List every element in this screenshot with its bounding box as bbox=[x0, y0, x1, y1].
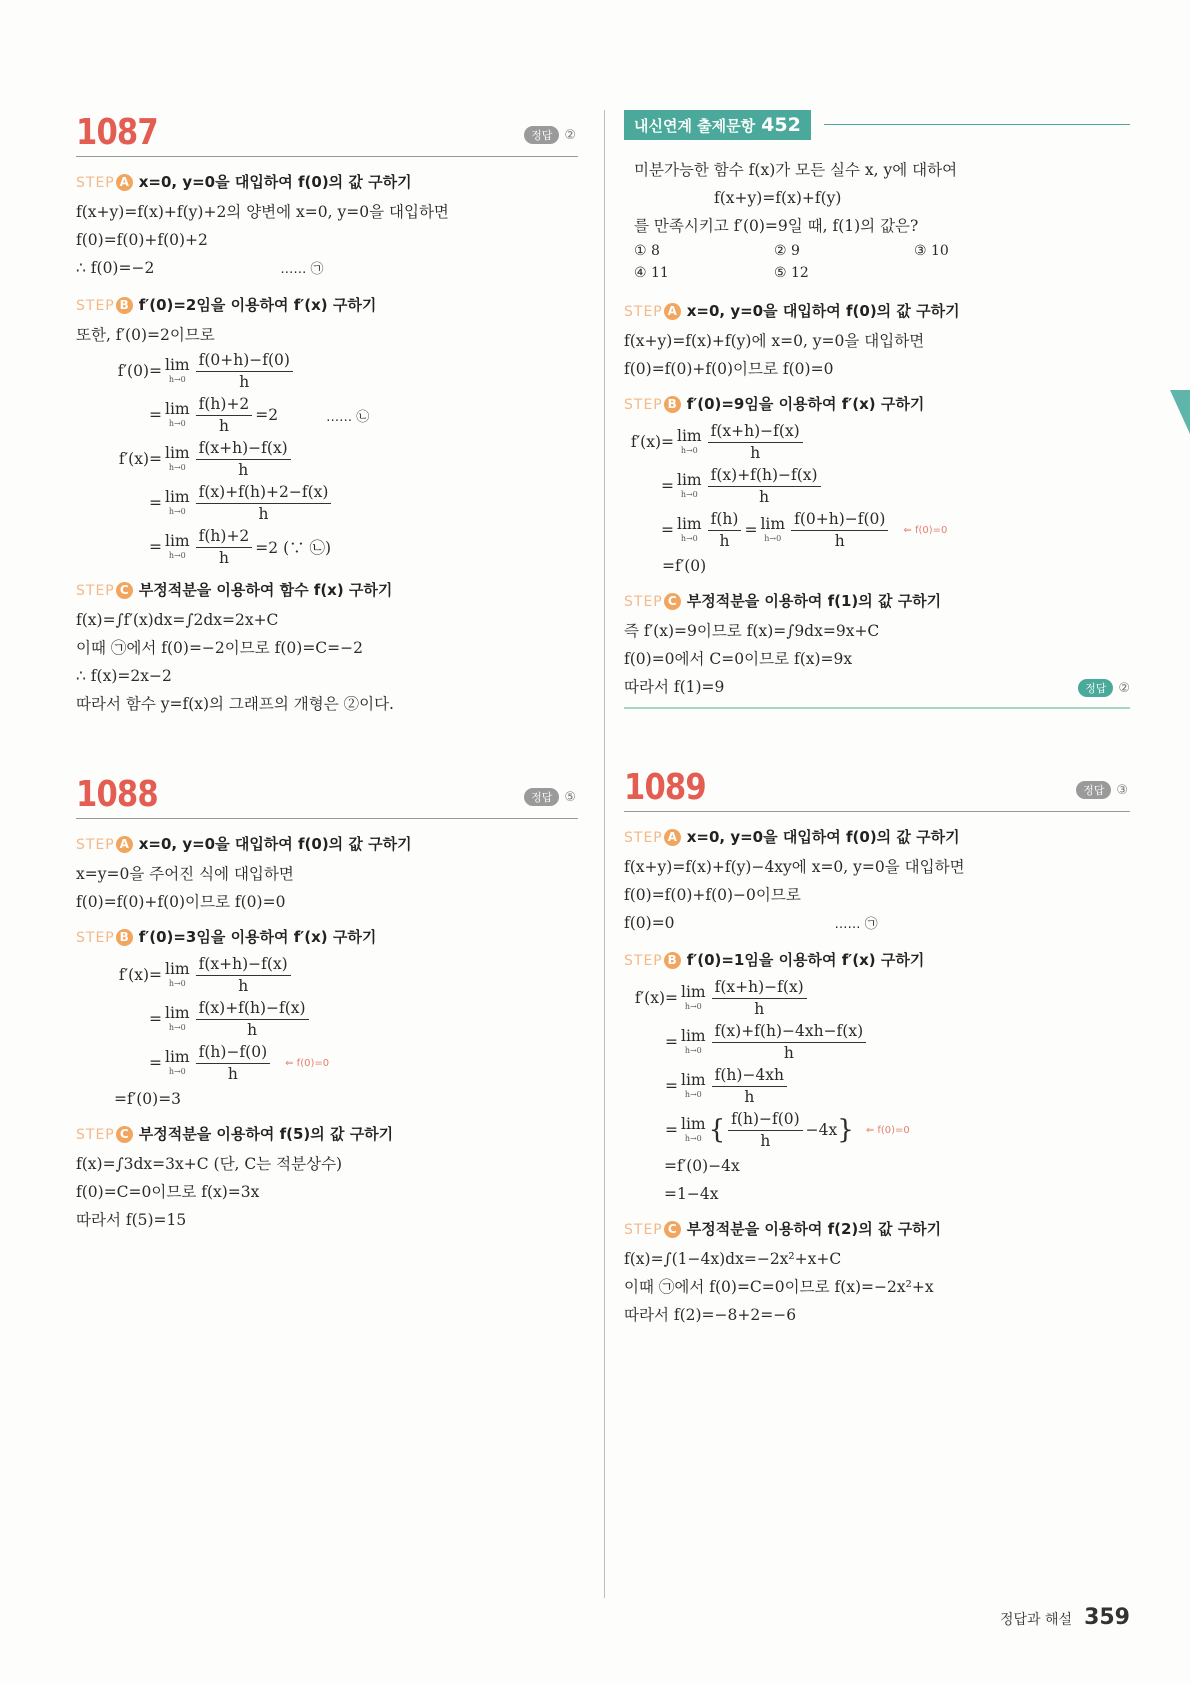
solution-line: f(0)=0에서 C=0이므로 f(x)=9x bbox=[624, 650, 853, 668]
step-c-heading bbox=[624, 590, 1130, 611]
equals-sign: = bbox=[744, 521, 758, 539]
header-rule bbox=[824, 124, 1130, 125]
step-title: 부정적분을 이용하여 f(2)의 값 구하기 bbox=[686, 1220, 942, 1238]
fraction bbox=[708, 466, 821, 506]
step-letter: C bbox=[664, 593, 681, 610]
step-letter: B bbox=[116, 297, 133, 314]
limit-equation bbox=[624, 1020, 1130, 1064]
lim-text: lim bbox=[165, 400, 190, 419]
step-letter: C bbox=[664, 1221, 681, 1238]
answer-value: ② bbox=[1118, 681, 1130, 696]
footer-label: 정답과 해설 bbox=[999, 1612, 1073, 1628]
problem-1087 bbox=[76, 108, 578, 718]
fraction bbox=[196, 527, 253, 567]
lim-subscript: h→0 bbox=[680, 489, 698, 499]
lim-text: lim bbox=[681, 983, 706, 1002]
fraction bbox=[196, 955, 291, 995]
badge-number: 452 bbox=[761, 114, 801, 136]
choice-item: ① 8 bbox=[634, 243, 660, 259]
equation-lhs: f′(0)= bbox=[117, 362, 162, 380]
denominator: h bbox=[744, 1087, 755, 1106]
limit-operator bbox=[165, 358, 190, 384]
numerator: f(0+h)−f(0) bbox=[791, 510, 888, 531]
lim-subscript: h→0 bbox=[168, 1022, 186, 1032]
solution-line: f(x+y)=f(x)+f(y)+2의 양변에 x=0, y=0을 대입하면 bbox=[76, 203, 449, 221]
lim-subscript: h→0 bbox=[168, 550, 186, 560]
step-tag: STEP bbox=[624, 1222, 663, 1238]
equation-text: f(0)=0 bbox=[624, 914, 675, 932]
solution-line: f(0)=C=0이므로 f(x)=3x bbox=[76, 1183, 260, 1201]
problem-header bbox=[624, 763, 1130, 812]
limit-operator bbox=[677, 429, 702, 455]
equation-text: ∴ f(0)=−2 bbox=[76, 259, 155, 277]
limit-operator bbox=[165, 534, 190, 560]
step-tag: STEP bbox=[76, 1127, 115, 1143]
step-title: f′(0)=1임을 이용하여 f′(x) 구하기 bbox=[686, 951, 925, 969]
solution-line: f(0)=f(0)+f(0)이므로 f(0)=0 bbox=[76, 893, 286, 911]
answer-badge: 정답 bbox=[1076, 781, 1111, 799]
denominator: h bbox=[783, 1043, 794, 1062]
step-tag: STEP bbox=[76, 837, 115, 853]
solution-line: 또한, f′(0)=2이므로 bbox=[76, 326, 215, 344]
brace-open: { bbox=[708, 1115, 726, 1145]
solution-line: =1−4x bbox=[664, 1185, 719, 1203]
limit-operator bbox=[681, 1029, 706, 1055]
limit-operator bbox=[681, 985, 706, 1011]
lim-text: lim bbox=[681, 1115, 706, 1134]
limit-equation bbox=[76, 953, 578, 997]
limit-equation bbox=[76, 393, 578, 437]
side-note: ⇐ f(0)=0 bbox=[865, 1124, 910, 1136]
solution-line: f(x)=∫(1−4x)dx=−2x²+x+C bbox=[624, 1250, 842, 1268]
equation-lhs: = bbox=[665, 1077, 678, 1095]
step-letter: B bbox=[664, 952, 681, 969]
lim-subscript: h→0 bbox=[168, 506, 186, 516]
solution-line: 이때 ㉠에서 f(0)=−2이므로 f(0)=C=−2 bbox=[76, 639, 363, 657]
numerator: f(0+h)−f(0) bbox=[196, 351, 293, 372]
step-title: f′(0)=3임을 이용하여 f′(x) 구하기 bbox=[138, 928, 377, 946]
badge-label: 내신연계 출제문항 bbox=[634, 117, 756, 135]
lim-text: lim bbox=[165, 356, 190, 375]
lim-subscript: h→0 bbox=[684, 1001, 702, 1011]
step-tag: STEP bbox=[76, 298, 115, 314]
numerator: f(x)+f(h)−f(x) bbox=[196, 999, 309, 1020]
lim-subscript: h→0 bbox=[680, 445, 698, 455]
step-title: f′(0)=9임을 이용하여 f′(x) 구하기 bbox=[686, 395, 925, 413]
equation-lhs: = bbox=[665, 1033, 678, 1051]
numerator: f(h)−f(0) bbox=[728, 1110, 803, 1131]
step-letter: A bbox=[664, 829, 681, 846]
denominator: h bbox=[239, 372, 250, 391]
answer-value: ⑤ bbox=[564, 790, 576, 805]
numerator: f(h)−f(0) bbox=[196, 1043, 271, 1064]
lim-text: lim bbox=[681, 1071, 706, 1090]
denominator: h bbox=[760, 1131, 771, 1150]
step-tag: STEP bbox=[76, 930, 115, 946]
step-c-heading bbox=[76, 1123, 578, 1144]
fraction bbox=[712, 1066, 787, 1106]
answer-indicator bbox=[524, 788, 576, 806]
limit-operator bbox=[165, 962, 190, 988]
equation-lhs: = bbox=[665, 1121, 678, 1139]
equation-lhs: = bbox=[149, 494, 162, 512]
lim-text: lim bbox=[165, 444, 190, 463]
equation-lhs: = bbox=[149, 1010, 162, 1028]
step-b-heading bbox=[624, 949, 1130, 970]
lim-subscript: h→0 bbox=[684, 1133, 702, 1143]
lim-text: lim bbox=[677, 515, 702, 534]
lim-subscript: h→0 bbox=[168, 462, 186, 472]
limit-operator bbox=[165, 1006, 190, 1032]
step-tag: STEP bbox=[624, 397, 663, 413]
problem-number: 1088 bbox=[76, 774, 158, 815]
lim-subscript: h→0 bbox=[680, 533, 698, 543]
solution-line: f(x+y)=f(x)+f(y)−4xy에 x=0, y=0을 대입하면 bbox=[624, 858, 965, 876]
step-a-heading bbox=[76, 833, 578, 854]
step-title: f′(0)=2임을 이용하여 f′(x) 구하기 bbox=[138, 296, 377, 314]
choice-row bbox=[634, 262, 1130, 284]
problem-header bbox=[76, 108, 578, 157]
limit-operator bbox=[165, 490, 190, 516]
denominator: h bbox=[238, 460, 249, 479]
lim-text: lim bbox=[677, 427, 702, 446]
step-tag: STEP bbox=[624, 953, 663, 969]
step-title: x=0, y=0을 대입하여 f(0)의 값 구하기 bbox=[686, 302, 960, 320]
step-a-heading bbox=[624, 300, 1130, 321]
fraction bbox=[196, 483, 332, 523]
step-tag: STEP bbox=[624, 594, 663, 610]
limit-equation bbox=[76, 1041, 578, 1085]
equation-lhs: f′(x)= bbox=[118, 966, 162, 984]
left-column bbox=[76, 108, 578, 1234]
solution-line: =f′(0)−4x bbox=[664, 1157, 740, 1175]
step-title: x=0, y=0을 대입하여 f(0)의 값 구하기 bbox=[138, 835, 412, 853]
denominator: h bbox=[238, 976, 249, 995]
step-c-heading bbox=[624, 1218, 1130, 1239]
numerator: f(x)+f(h)−4xh−f(x) bbox=[712, 1022, 867, 1043]
fraction bbox=[196, 395, 253, 435]
limit-operator bbox=[681, 1073, 706, 1099]
step-title: x=0, y=0을 대입하여 f(0)의 값 구하기 bbox=[686, 828, 960, 846]
solution-line: =f′(0)=3 bbox=[114, 1090, 182, 1108]
brace-close: } bbox=[837, 1115, 854, 1145]
limit-equation bbox=[624, 1108, 1130, 1152]
lim-subscript: h→0 bbox=[168, 418, 186, 428]
question-line: 미분가능한 함수 f(x)가 모든 실수 x, y에 대하여 bbox=[634, 161, 958, 179]
step-title: x=0, y=0을 대입하여 f(0)의 값 구하기 bbox=[138, 173, 412, 191]
page-footer bbox=[1000, 1605, 1130, 1630]
lim-text: lim bbox=[165, 1004, 190, 1023]
problem-1089 bbox=[624, 763, 1130, 1329]
numerator: f(x+h)−f(x) bbox=[196, 955, 291, 976]
solution-line: f(0)=f(0)+f(0)+2 bbox=[76, 231, 208, 249]
answer-badge: 정답 bbox=[524, 788, 559, 806]
step-letter: B bbox=[116, 929, 133, 946]
solution-line: f(0)=f(0)+f(0)−0이므로 bbox=[624, 886, 801, 904]
limit-equation bbox=[76, 997, 578, 1041]
fraction bbox=[712, 978, 807, 1018]
step-tag: STEP bbox=[624, 304, 663, 320]
lim-text: lim bbox=[165, 960, 190, 979]
solution-line: 따라서 f(1)=9 bbox=[624, 678, 725, 696]
fraction bbox=[708, 510, 742, 550]
answer-value: ③ bbox=[1116, 783, 1128, 798]
numerator: f(h)+2 bbox=[196, 527, 253, 548]
solution-line: f(x+y)=f(x)+f(y)에 x=0, y=0을 대입하면 bbox=[624, 332, 925, 350]
step-b-heading bbox=[76, 926, 578, 947]
denominator: h bbox=[750, 443, 761, 462]
choice-item: ④ 11 bbox=[634, 265, 669, 281]
answer-badge: 정답 bbox=[524, 126, 559, 144]
problem-number: 1089 bbox=[624, 767, 706, 808]
step-letter: C bbox=[116, 1126, 133, 1143]
fraction bbox=[196, 439, 291, 479]
step-letter: C bbox=[116, 582, 133, 599]
step-c-heading bbox=[76, 579, 578, 600]
problem-1088 bbox=[76, 770, 578, 1234]
fraction bbox=[196, 1043, 271, 1083]
limit-operator bbox=[165, 1050, 190, 1076]
limit-operator bbox=[760, 517, 785, 543]
solution-line: x=y=0을 주어진 식에 대입하면 bbox=[76, 865, 294, 883]
choice-item: ③ 10 bbox=[914, 243, 949, 259]
solution-line bbox=[76, 254, 578, 284]
step-tag: STEP bbox=[76, 583, 115, 599]
step-b-heading bbox=[76, 294, 578, 315]
fraction bbox=[712, 1022, 867, 1062]
denominator: h bbox=[227, 1064, 238, 1083]
solution-line: f(x)=∫3dx=3x+C (단, C는 적분상수) bbox=[76, 1155, 343, 1173]
equation-lhs: = bbox=[149, 1054, 162, 1072]
denominator: h bbox=[258, 504, 269, 523]
lim-text: lim bbox=[760, 515, 786, 534]
answer-indicator bbox=[1076, 781, 1128, 799]
solution-line: ∴ f(x)=2x−2 bbox=[76, 667, 172, 685]
solution-line: f(x)=∫f′(x)dx=∫2dx=2x+C bbox=[76, 611, 279, 629]
answer-badge: 정답 bbox=[1078, 679, 1113, 697]
limit-equation bbox=[624, 976, 1130, 1020]
question-equation: f(x+y)=f(x)+f(y) bbox=[714, 189, 842, 207]
limit-equation bbox=[76, 349, 578, 393]
answer-indicator bbox=[524, 126, 576, 144]
step-letter: B bbox=[664, 396, 681, 413]
page-number: 359 bbox=[1084, 1605, 1130, 1630]
solution-line: 이때 ㉠에서 f(0)=C=0이므로 f(x)=−2x²+x bbox=[624, 1278, 934, 1296]
equation-lhs: f′(x)= bbox=[118, 450, 162, 468]
step-title: 부정적분을 이용하여 함수 f(x) 구하기 bbox=[138, 581, 393, 599]
limit-equation bbox=[624, 508, 1130, 552]
lim-text: lim bbox=[677, 471, 702, 490]
solution-line: 따라서 f(2)=−8+2=−6 bbox=[624, 1306, 797, 1324]
solution-line: 따라서 함수 y=f(x)의 그래프의 개형은 ②이다. bbox=[76, 695, 394, 713]
limit-operator bbox=[677, 517, 702, 543]
step-b-heading bbox=[624, 393, 1130, 414]
equation-mark: …… ㉡ bbox=[326, 409, 370, 425]
lim-subscript: h→0 bbox=[684, 1089, 702, 1099]
equation-lhs: = bbox=[149, 538, 162, 556]
denominator: h bbox=[218, 548, 229, 567]
lim-subscript: h→0 bbox=[764, 533, 782, 543]
numerator: f(x)+f(h)+2−f(x) bbox=[196, 483, 332, 504]
fraction bbox=[791, 510, 888, 550]
solution-line: 따라서 f(5)=15 bbox=[76, 1211, 187, 1229]
column-divider bbox=[604, 110, 605, 1598]
limit-equation bbox=[76, 437, 578, 481]
answer-value: ② bbox=[564, 128, 576, 143]
denominator: h bbox=[834, 531, 845, 550]
side-note: ⇐ f(0)=0 bbox=[903, 524, 948, 536]
step-tag: STEP bbox=[624, 830, 663, 846]
equation-lhs: = bbox=[661, 477, 674, 495]
solution-line bbox=[624, 909, 1130, 939]
solution-line: 즉 f′(x)=9이므로 f(x)=∫9dx=9x+C bbox=[624, 622, 880, 640]
denominator: h bbox=[759, 487, 770, 506]
equation-lhs: = bbox=[149, 406, 162, 424]
solution-line: =f′(0) bbox=[662, 557, 707, 575]
choice-item: ② 9 bbox=[774, 243, 800, 259]
step-letter: A bbox=[116, 174, 133, 191]
lim-text: lim bbox=[165, 488, 190, 507]
step-a-heading bbox=[76, 171, 578, 192]
step-title: 부정적분을 이용하여 f(1)의 값 구하기 bbox=[686, 592, 942, 610]
limit-equation bbox=[76, 525, 578, 569]
linked-problem-badge bbox=[624, 110, 811, 140]
fraction bbox=[196, 351, 293, 391]
fraction bbox=[708, 422, 803, 462]
lim-subscript: h→0 bbox=[684, 1045, 702, 1055]
limit-operator bbox=[165, 446, 190, 472]
numerator: f(x)+f(h)−f(x) bbox=[708, 466, 821, 487]
limit-equation bbox=[624, 1064, 1130, 1108]
limit-equation bbox=[624, 464, 1130, 508]
linked-problem-header bbox=[624, 108, 1130, 142]
equation-rhs: =2 bbox=[255, 406, 279, 424]
limit-equation bbox=[76, 481, 578, 525]
solution-line: f(0)=f(0)+f(0)이므로 f(0)=0 bbox=[624, 360, 834, 378]
linked-problem-452 bbox=[624, 108, 1130, 709]
side-tab-marker bbox=[1170, 390, 1190, 434]
lim-subscript: h→0 bbox=[168, 1066, 186, 1076]
denominator: h bbox=[754, 999, 765, 1018]
step-tag: STEP bbox=[76, 175, 115, 191]
numerator: f(x+h)−f(x) bbox=[196, 439, 291, 460]
step-letter: A bbox=[116, 836, 133, 853]
equation-mark: …… ㉠ bbox=[834, 917, 878, 932]
numerator: f(x+h)−f(x) bbox=[708, 422, 803, 443]
step-letter: A bbox=[664, 303, 681, 320]
numerator: f(h) bbox=[708, 510, 742, 531]
lim-subscript: h→0 bbox=[168, 374, 186, 384]
right-column bbox=[624, 108, 1130, 1329]
step-title: 부정적분을 이용하여 f(5)의 값 구하기 bbox=[138, 1125, 394, 1143]
denominator: h bbox=[218, 416, 229, 435]
lim-subscript: h→0 bbox=[168, 978, 186, 988]
equation-rhs: =2 (∵ ㉡) bbox=[255, 539, 332, 557]
numerator: f(h)+2 bbox=[196, 395, 253, 416]
equation-lhs: f′(x)= bbox=[630, 433, 674, 451]
step-a-heading bbox=[624, 826, 1130, 847]
equation-lhs: = bbox=[661, 521, 674, 539]
lim-text: lim bbox=[681, 1027, 706, 1046]
problem-header bbox=[76, 770, 578, 819]
fraction bbox=[728, 1110, 803, 1150]
equation-mark: …… ㉠ bbox=[280, 262, 324, 277]
choice-item: ⑤ 12 bbox=[774, 265, 809, 281]
equation-lhs: f′(x)= bbox=[634, 989, 678, 1007]
question-box bbox=[624, 156, 1130, 284]
choice-row bbox=[634, 240, 1130, 262]
limit-equation bbox=[624, 420, 1130, 464]
fraction bbox=[196, 999, 309, 1039]
numerator: f(x+h)−f(x) bbox=[712, 978, 807, 999]
limit-operator bbox=[165, 402, 190, 428]
side-note: ⇐ f(0)=0 bbox=[285, 1057, 330, 1069]
numerator: f(h)−4xh bbox=[712, 1066, 787, 1087]
limit-operator bbox=[681, 1117, 706, 1143]
question-line: 를 만족시키고 f′(0)=9일 때, f(1)의 값은? bbox=[634, 217, 919, 235]
denominator: h bbox=[719, 531, 730, 550]
lim-text: lim bbox=[165, 1048, 190, 1067]
denominator: h bbox=[247, 1020, 258, 1039]
limit-operator bbox=[677, 473, 702, 499]
problem-number: 1087 bbox=[76, 112, 158, 153]
lim-text: lim bbox=[165, 532, 190, 551]
equation-term: −4x bbox=[805, 1121, 838, 1139]
